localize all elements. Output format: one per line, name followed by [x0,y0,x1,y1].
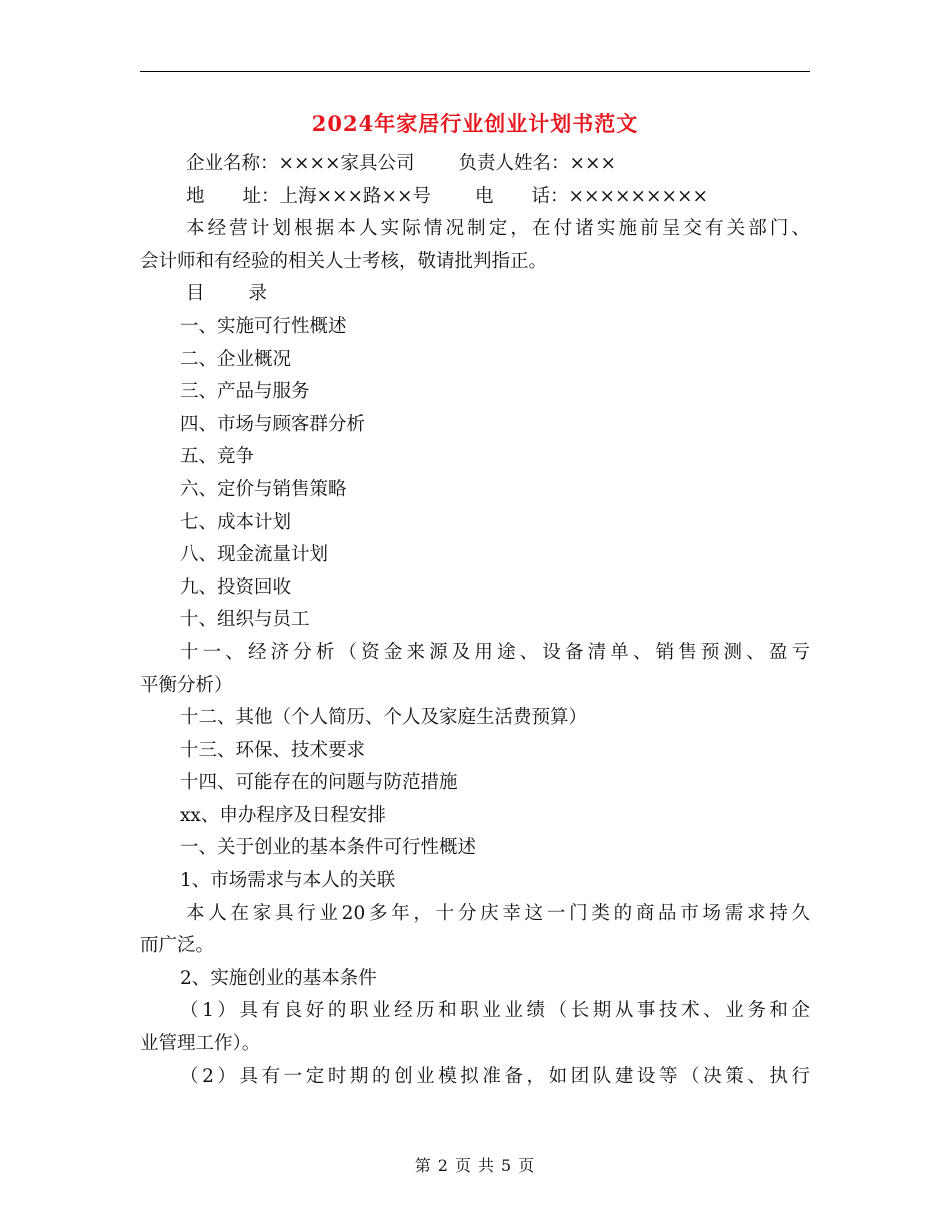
intro-paragraph-line-2: 会计师和有经验的相关人士考核，敬请批判指正。 [140,250,548,272]
subsection-heading: 1、市场需求与本人的关联 [180,870,396,892]
company-name: 企业名称：××××家具公司 [186,153,415,174]
footer-page-mid: 页 [454,1156,472,1175]
document-title: 2024年家居行业创业计划书范文 [311,111,639,136]
toc-item: 五、竞争 [180,446,255,468]
toc-item: 一、实施可行性概述 [180,315,347,337]
toc-item: 十一、经济分析（资金来源及用途、设备清单、销售预测、盈亏 [180,641,810,663]
paragraph-line: （1）具有良好的职业经历和职业业绩（长期从事技术、业务和企 [180,1000,810,1022]
subsection-heading: 2、实施创业的基本条件 [180,967,377,989]
paragraph-line: 而广泛。 [140,935,215,957]
address-label-char: 地 [186,185,205,207]
toc-item: xx、申办程序及日程安排 [180,804,386,826]
footer-total-pages: 5 [501,1156,513,1175]
toc-item: 十、组织与员工 [180,609,310,631]
section-heading: 一、关于创业的基本条件可行性概述 [180,837,477,859]
company-info-line [140,148,810,181]
page-footer [140,1153,810,1176]
manager-name: 负责人姓名：××× [458,153,617,174]
phone-value: 话：××××××××× [531,185,709,207]
toc-item: 八、现金流量计划 [180,544,329,566]
toc-item: 七、成本计划 [180,511,292,533]
toc-item: 六、定价与销售策略 [180,478,347,500]
toc-item: 三、产品与服务 [180,381,310,403]
header-rule [140,71,810,72]
footer-page-suffix: 页 [518,1156,536,1175]
toc-item: 四、市场与顾客群分析 [180,413,366,435]
toc-item-continuation: 平衡分析） [140,674,233,696]
paragraph-line: （2）具有一定时期的创业模拟准备，如团队建设等（决策、执行 [180,1065,810,1087]
footer-current-page: 2 [437,1156,449,1175]
paragraph-line: 业管理工作）。 [140,1033,261,1055]
address-info-line [140,181,810,214]
address-value: 址：上海×××路××号 [242,185,432,207]
document-body [140,148,810,1093]
toc-item: 十三、环保、技术要求 [180,739,366,761]
toc-heading: 目 录 [186,283,268,305]
toc-item: 十四、可能存在的问题与防范措施 [180,772,458,794]
footer-total-prefix: 共 [478,1156,496,1175]
phone-label-char: 电 [475,185,494,207]
toc-item: 二、企业概况 [180,348,292,370]
toc-item: 十二、其他（个人简历、个人及家庭生活费预算） [180,707,588,729]
toc-item: 九、投资回收 [180,576,292,598]
paragraph-line: 本人在家具行业20多年，十分庆幸这一门类的商品市场需求持久 [186,902,810,924]
footer-page-prefix: 第 [414,1156,432,1175]
intro-paragraph-line-1: 本经营计划根据本人实际情况制定，在付诸实施前呈交有关部门、 [186,218,810,240]
